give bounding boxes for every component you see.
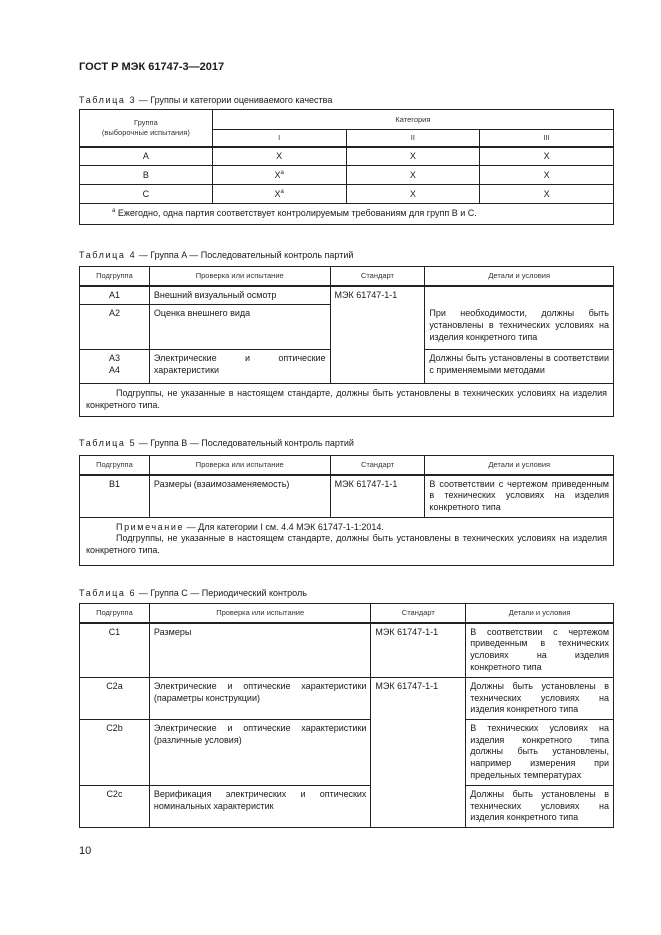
table3-cell: X — [212, 147, 346, 166]
table4 — [79, 266, 614, 417]
table3-cell: X — [480, 166, 614, 185]
table-row — [80, 623, 614, 678]
table3-header-group: Группа (выборочные испытания) — [80, 110, 213, 147]
table4-header-details: Детали и условия — [425, 267, 614, 286]
table-row — [80, 786, 614, 828]
table5-header-standard: Стандарт — [330, 456, 425, 475]
table3-footnote: $^a$ Ежегодно, одна партия соответствует контролируемым требованиям для групп B и C. — [80, 204, 614, 225]
table3-cell-group: B — [80, 166, 213, 185]
table6-header-standard: Стандарт — [371, 604, 466, 623]
table4-cell-details: Должны быть установлены в соответствии с применяемыми методами — [425, 350, 614, 384]
table4-cell-standard: МЭК 61747-1-1 — [330, 286, 425, 384]
table6-header-subgroup: Подгруппа — [80, 604, 150, 623]
table5-header-test: Проверка или испытание — [149, 456, 330, 475]
page-number: 10 — [79, 845, 92, 857]
table6 — [79, 603, 614, 828]
table5-header-details: Детали и условия — [425, 456, 614, 475]
table3-cell: X — [480, 185, 614, 204]
table-row — [80, 678, 614, 720]
table3-header-category: Категория — [212, 110, 613, 130]
table6-cell-details: В соответствии с чертежом приведенным в технических условиях на изделия конкретного типа — [466, 623, 614, 678]
table3-header-cat-2: II — [346, 130, 480, 147]
table6-cell-subgroup: C2b — [80, 720, 150, 786]
table4-header-test: Проверка или испытание — [149, 267, 330, 286]
table6-cell-details: Должны быть установлены в технических условиях на изделия конкретного типа — [466, 678, 614, 720]
table3-cell: $X^a$ — [212, 166, 346, 185]
table4-header-standard: Стандарт — [330, 267, 425, 286]
table4-cell-details: При необходимости, должны быть установлены в технических условиях на изделия конкретного типа — [425, 286, 614, 350]
table3-cell: X — [346, 185, 480, 204]
table6-cell-standard: МЭК 61747-1-1 — [371, 678, 466, 828]
table3-cell-group: C — [80, 185, 213, 204]
table5-note: Примечание — Для категории I см. 4.4 МЭК 61747-1-1:2014. Подгруппы, не указанные в настоящем стандарте, должны быть установлены в технических условиях на изделия конкретного типа. — [80, 517, 614, 565]
table6-caption: Таблица 6 — Группа C — Периодический контроль — [79, 588, 307, 598]
table5-header-subgroup: Подгруппа — [80, 456, 150, 475]
document-header: ГОСТ Р МЭК 61747-3—2017 — [79, 61, 225, 73]
table3-cell: $X^a$ — [212, 185, 346, 204]
table3-caption: Таблица 3 — Группы и категории оцениваемого качества — [79, 95, 333, 105]
table3-cell: X — [480, 147, 614, 166]
table5-cell-test: Размеры (взаимозаменяемость) — [149, 475, 330, 518]
table5-cell-standard: МЭК 61747-1-1 — [330, 475, 425, 518]
table6-cell-test: Электрические и оптические характеристики (различные условия) — [149, 720, 371, 786]
table4-cell-subgroup: A2 — [80, 305, 150, 350]
table3-cell: X — [346, 166, 480, 185]
table4-cell-test: Внешний визуальный осмотр — [149, 286, 330, 305]
table6-cell-subgroup: C2c — [80, 786, 150, 828]
table6-cell-standard: МЭК 61747-1-1 — [371, 623, 466, 678]
table6-cell-test: Размеры — [149, 623, 371, 678]
table6-header-test: Проверка или испытание — [149, 604, 371, 623]
table5-cell-subgroup: B1 — [80, 475, 150, 518]
table4-note: Подгруппы, не указанные в настоящем стандарте, должны быть установлены в технических условиях на изделия конкретного типа. — [80, 384, 614, 416]
table4-cell-test: Оценка внешнего вида — [149, 305, 330, 350]
table-row — [80, 166, 614, 185]
table5 — [79, 455, 614, 566]
table6-header-details: Детали и условия — [466, 604, 614, 623]
table-row — [80, 286, 614, 305]
table-row — [80, 147, 614, 166]
table6-cell-subgroup: C2a — [80, 678, 150, 720]
table6-cell-test: Верификация электрических и оптических номинальных характеристик — [149, 786, 371, 828]
table3-cell-group: A — [80, 147, 213, 166]
table5-cell-details: В соответствии с чертежом приведенным в технических условиях на изделия конкретного типа — [425, 475, 614, 518]
table6-cell-subgroup: C1 — [80, 623, 150, 678]
table-row — [80, 185, 614, 204]
table-row — [80, 720, 614, 786]
table5-caption: Таблица 5 — Группа B — Последовательный контроль партий — [79, 438, 354, 448]
table3-header-cat-3: III — [480, 130, 614, 147]
table3 — [79, 109, 614, 225]
table3-cell: X — [346, 147, 480, 166]
table4-header-subgroup: Подгруппа — [80, 267, 150, 286]
table4-caption: Таблица 4 — Группа A — Последовательный контроль партий — [79, 250, 354, 260]
table6-cell-details: Должны быть установлены в технических условиях на изделия конкретного типа — [466, 786, 614, 828]
table3-header-cat-1: I — [212, 130, 346, 147]
table4-cell-subgroup: A3 A4 — [80, 350, 150, 384]
table6-cell-details: В технических условиях на изделия конкретного типа должны быть установлены, например измерения при предельных температурах — [466, 720, 614, 786]
table-row — [80, 475, 614, 518]
table6-cell-test: Электрические и оптические характеристики (параметры конструкции) — [149, 678, 371, 720]
table4-cell-subgroup: A1 — [80, 286, 150, 305]
table4-cell-test: Электрические и оптические характеристики — [149, 350, 330, 384]
